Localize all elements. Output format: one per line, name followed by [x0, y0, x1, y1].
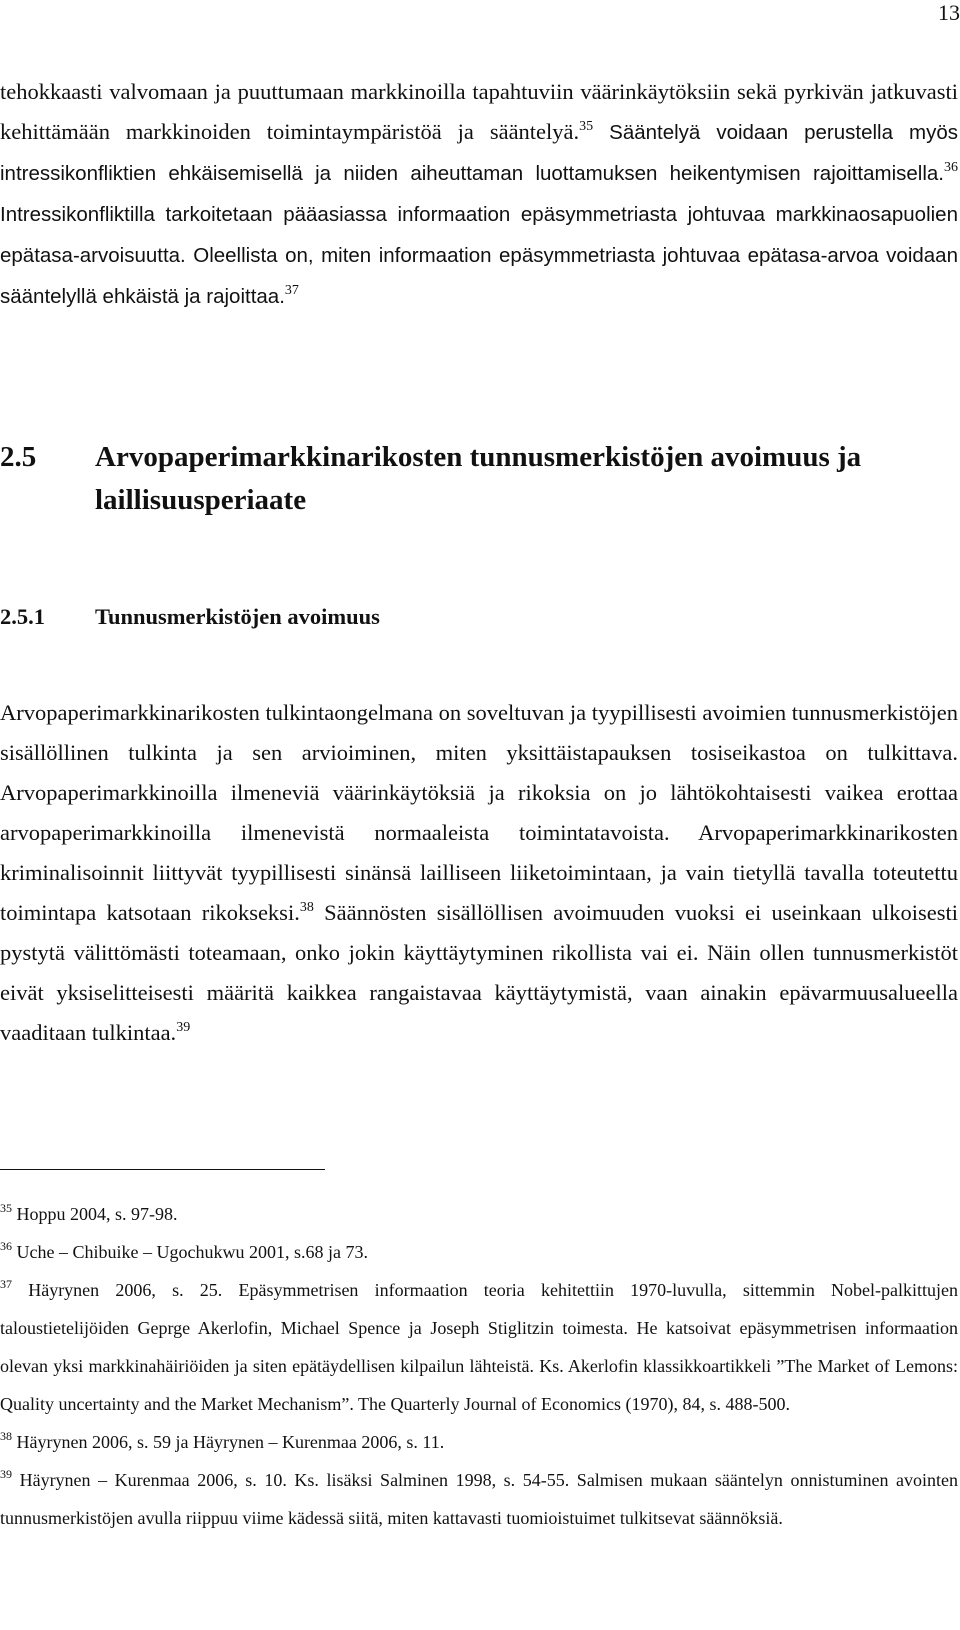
footnote-39 — [0, 1461, 958, 1537]
footnote-text: Häyrynen 2006, s. 25. Epäsymmetrisen informaation teoria kehitettiin 1970-luvulla, sittemmin Nobel-palkittujen taloustietelijöiden Geprge Akerlofin, Michael Spence ja Joseph Stiglitzin toimesta. He katsoivat epäsymmetrisen informaation olevan yksi markkinahäiriöiden ja siten epätäydellisen kilpailun lähteistä. Ks. Akerlofin klassikkoartikkeli ”The Market of Lemons: Quality uncertainty and the Market Mechanism”. The Quarterly Journal of Economics (1970), 84, s. 488-500. — [0, 1280, 958, 1414]
footnote-ref[interactable]: 38 — [299, 900, 314, 915]
footnote-ref[interactable]: 37 — [284, 283, 299, 298]
section-number: 2.5 — [0, 441, 37, 473]
footnote-35 — [0, 1195, 958, 1233]
footnote-text: Häyrynen – Kurenmaa 2006, s. 10. Ks. lisäksi Salminen 1998, s. 54-55. Salmisen mukaan sääntelyn onnistuminen avointen tunnusmerkistöjen avulla riippuu viime kädessä siitä, miten kattavasti tuomioistuimet tulkitsevat säännöksiä. — [0, 1470, 959, 1528]
footnote-ref[interactable]: 39 — [176, 1020, 191, 1035]
footnote-37 — [0, 1271, 958, 1423]
subsection-title: Tunnusmerkistöjen avoimuus — [95, 604, 380, 629]
footnote-number: 39 — [0, 1467, 12, 1481]
footnote-36 — [0, 1233, 958, 1271]
footnote-ref[interactable]: 35 — [579, 119, 594, 134]
paragraph-text: Säännösten sisällöllisen avoimuuden vuoksi ei useinkaan ulkoisesti pystytä välittömästi toteamaan, onko jokin käyttäytyminen rikollista vai ei. Näin ollen tunnusmerkistöt eivät yksiselitteisesti määritä kaikkea rangaistavaa käyttäytymistä, vaan ainakin epävarmuusalueella vaaditaan tulkintaa. — [0, 900, 958, 1045]
body-paragraph-2 — [0, 693, 958, 1053]
footnote-number: 38 — [0, 1429, 12, 1443]
footnotes — [0, 1195, 958, 1537]
subsection-heading-2-5-1 — [0, 604, 380, 630]
footnote-number: 35 — [0, 1201, 12, 1215]
section-title: Arvopaperimarkkinarikosten tunnusmerkistöjen avoimuus ja laillisuusperiaate — [95, 441, 862, 516]
footnote-text: Hoppu 2004, s. 97-98. — [16, 1204, 178, 1224]
footnote-text: Uche – Chibuike – Ugochukwu 2001, s.68 ja 73. — [16, 1242, 368, 1262]
footnote-text: Häyrynen 2006, s. 59 ja Häyrynen – Kurenmaa 2006, s. 11. — [16, 1432, 445, 1452]
paragraph-text: tehokkaasti valvomaan ja puuttumaan markkinoilla tapahtuviin väärinkäytöksiin sekä pyrkivän jatkuvasti kehittämään markkinoiden toimintaympäristöä ja sääntelyä. — [0, 79, 958, 144]
paragraph-text: Intressikonfliktilla tarkoitetaan pääasiassa informaation epäsymmetriasta johtuvaa markkinaosapuolien epätasa-arvoisuutta. Oleellista on, miten informaation epäsymmetriasta johtuvaa epätasa-arvoa voidaan sääntelyllä ehkäistä ja rajoittaa. — [0, 203, 958, 308]
section-heading-2-5 — [0, 436, 958, 522]
footnote-number: 36 — [0, 1239, 12, 1253]
paragraph-text: Arvopaperimarkkinarikosten tulkintaongelmana on soveltuvan ja tyypillisesti avoimien tunnusmerkistöjen sisällöllinen tulkinta ja sen arvioiminen, miten yksittäistapauksen tosiseikastoa on tulkittava. Arvopaperimarkkinoilla ilmeneviä väärinkäytöksiä ja rikoksia on jo lähtökohtaisesti vaikea erottaa arvopaperimarkkinoilla ilmenevistä normaaleista toimintatavoista. Arvopaperimarkkinarikosten kriminalisoinnit liittyvät tyypillisesti sinänsä lailliseen liiketoimintaan, ja vain tietyllä tavalla toteutettu toimintapa katsotaan rikokseksi. — [0, 700, 958, 925]
footnote-number: 37 — [0, 1277, 12, 1291]
body-paragraph-1 — [0, 72, 958, 317]
footnote-separator — [0, 1169, 325, 1170]
footnote-ref[interactable]: 36 — [944, 160, 958, 175]
footnote-38 — [0, 1423, 958, 1461]
paragraph-text: Sääntelyä voidaan perustella myös intressikonfliktien ehkäisemisellä ja niiden aiheuttaman luottamuksen heikentymisen rajoittamisella. — [0, 121, 958, 185]
page-number: 13 — [938, 0, 960, 25]
subsection-number: 2.5.1 — [0, 604, 45, 629]
